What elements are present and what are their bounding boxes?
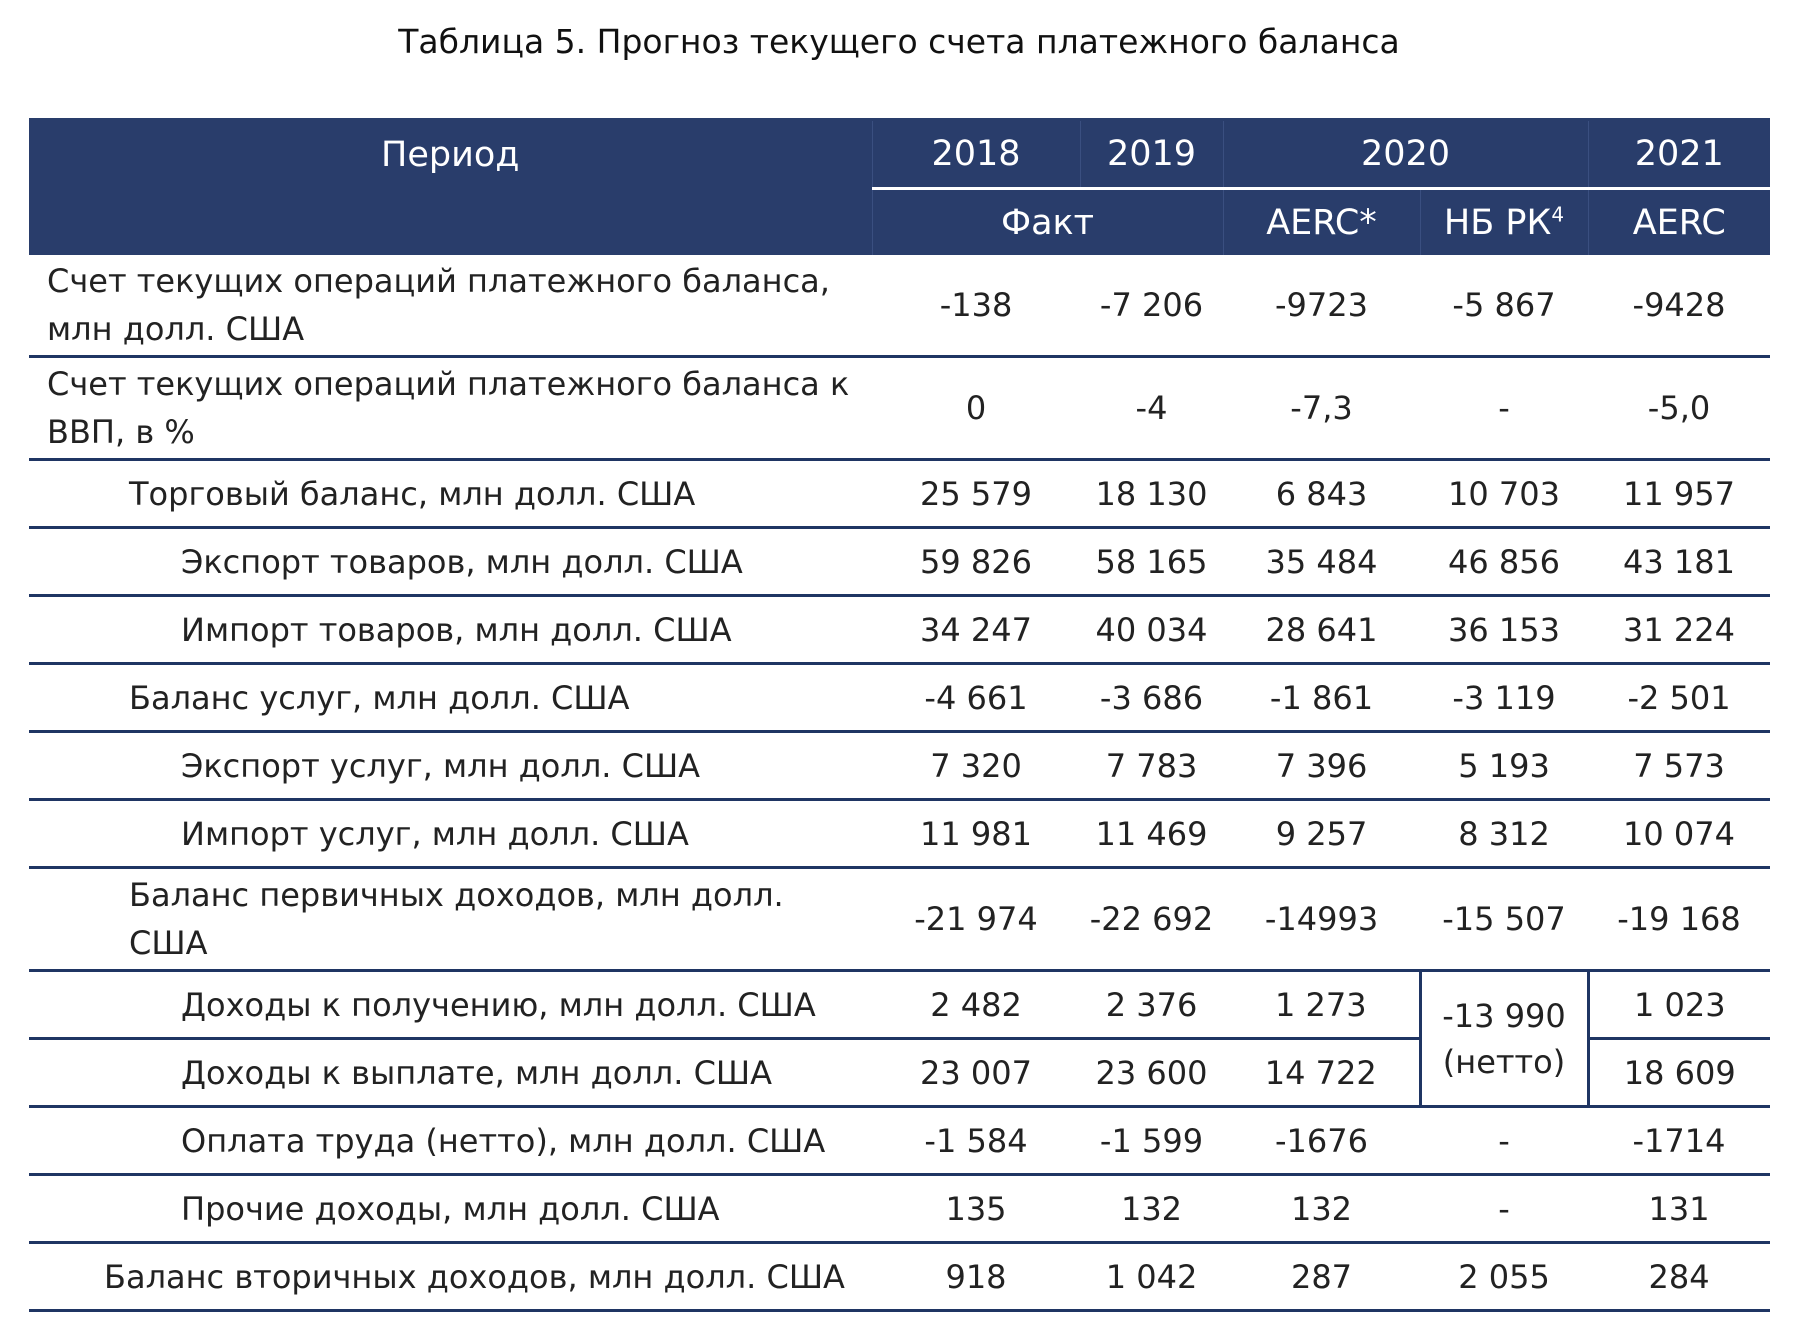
cell: 10 074 bbox=[1588, 800, 1770, 868]
merged-nb-cell bbox=[1420, 971, 1588, 1107]
table-row bbox=[29, 971, 1770, 1039]
cell: 34 247 bbox=[872, 596, 1080, 664]
row-label: Экспорт товаров, млн долл. США bbox=[29, 528, 872, 596]
header-2018: 2018 bbox=[872, 120, 1080, 189]
cell: 11 957 bbox=[1588, 460, 1770, 528]
cell: - bbox=[1420, 1175, 1588, 1243]
cell: -1676 bbox=[1223, 1107, 1420, 1175]
cell: -5 867 bbox=[1420, 255, 1588, 357]
cell: -19 168 bbox=[1588, 868, 1770, 971]
cell: 11 981 bbox=[872, 800, 1080, 868]
cell: -7,3 bbox=[1223, 357, 1420, 460]
cell: 135 bbox=[872, 1175, 1080, 1243]
cell: 5 193 bbox=[1420, 732, 1588, 800]
header-2020: 2020 bbox=[1223, 120, 1588, 189]
cell: -21 974 bbox=[872, 868, 1080, 971]
cell: 43 181 bbox=[1588, 528, 1770, 596]
cell: 1 023 bbox=[1588, 971, 1770, 1039]
cell: 31 224 bbox=[1588, 596, 1770, 664]
table-row bbox=[29, 1107, 1770, 1175]
table-row bbox=[29, 732, 1770, 800]
cell: 25 579 bbox=[872, 460, 1080, 528]
cell: 35 484 bbox=[1223, 528, 1420, 596]
cell: 36 153 bbox=[1420, 596, 1588, 664]
row-label: Доходы к получению, млн долл. США bbox=[29, 971, 872, 1039]
cell: 7 783 bbox=[1080, 732, 1223, 800]
header-blank bbox=[29, 189, 872, 256]
header-aerc-star: AERC* bbox=[1223, 189, 1420, 256]
row-label: Экспорт услуг, млн долл. США bbox=[29, 732, 872, 800]
header-row-sources bbox=[29, 189, 1770, 256]
header-fact: Факт bbox=[872, 189, 1223, 256]
row-label: Счет текущих операций платежного баланса, млн долл. США bbox=[29, 255, 872, 357]
cell: -2 501 bbox=[1588, 664, 1770, 732]
header-aerc: AERC bbox=[1588, 189, 1770, 256]
cell: -15 507 bbox=[1420, 868, 1588, 971]
header-2021: 2021 bbox=[1588, 120, 1770, 189]
row-label: Импорт товаров, млн долл. США bbox=[29, 596, 872, 664]
cell: -3 119 bbox=[1420, 664, 1588, 732]
merged-nb-note: (нетто) bbox=[1442, 1042, 1566, 1081]
cell: 46 856 bbox=[1420, 528, 1588, 596]
cell: 2 482 bbox=[872, 971, 1080, 1039]
cell: 9 257 bbox=[1223, 800, 1420, 868]
table-row bbox=[29, 1175, 1770, 1243]
cell: 132 bbox=[1223, 1175, 1420, 1243]
cell: 23 600 bbox=[1080, 1039, 1223, 1107]
cell: -3 686 bbox=[1080, 664, 1223, 732]
table-row bbox=[29, 800, 1770, 868]
cell: 284 bbox=[1588, 1243, 1770, 1311]
cell: - bbox=[1420, 357, 1588, 460]
header-2019: 2019 bbox=[1080, 120, 1223, 189]
table-row bbox=[29, 868, 1770, 971]
cell: - bbox=[1420, 1107, 1588, 1175]
table-row bbox=[29, 528, 1770, 596]
cell: -1714 bbox=[1588, 1107, 1770, 1175]
cell: -14993 bbox=[1223, 868, 1420, 971]
cell: 18 130 bbox=[1080, 460, 1223, 528]
cell: -22 692 bbox=[1080, 868, 1223, 971]
table-row bbox=[29, 1243, 1770, 1311]
cell: -9428 bbox=[1588, 255, 1770, 357]
cell: -1 599 bbox=[1080, 1107, 1223, 1175]
table-row bbox=[29, 664, 1770, 732]
cell: -1 584 bbox=[872, 1107, 1080, 1175]
cell: 14 722 bbox=[1223, 1039, 1420, 1107]
cell: -7 206 bbox=[1080, 255, 1223, 357]
cell: 1 042 bbox=[1080, 1243, 1223, 1311]
row-label: Баланс первичных доходов, млн долл. США bbox=[29, 868, 872, 971]
table-row bbox=[29, 255, 1770, 357]
row-label: Прочие доходы, млн долл. США bbox=[29, 1175, 872, 1243]
cell: 40 034 bbox=[1080, 596, 1223, 664]
cell: 0 bbox=[872, 357, 1080, 460]
cell: 132 bbox=[1080, 1175, 1223, 1243]
table-row bbox=[29, 596, 1770, 664]
row-label: Оплата труда (нетто), млн долл. США bbox=[29, 1107, 872, 1175]
cell: 7 573 bbox=[1588, 732, 1770, 800]
cell: 131 bbox=[1588, 1175, 1770, 1243]
row-label: Доходы к выплате, млн долл. США bbox=[29, 1039, 872, 1107]
cell: 10 703 bbox=[1420, 460, 1588, 528]
cell: 6 843 bbox=[1223, 460, 1420, 528]
cell: 287 bbox=[1223, 1243, 1420, 1311]
row-label: Баланс вторичных доходов, млн долл. США bbox=[29, 1243, 872, 1311]
row-label: Счет текущих операций платежного баланса к ВВП, в % bbox=[29, 357, 872, 460]
cell: 7 396 bbox=[1223, 732, 1420, 800]
cell: -5,0 bbox=[1588, 357, 1770, 460]
merged-nb-value: -13 990 bbox=[1442, 996, 1566, 1035]
table-row bbox=[29, 357, 1770, 460]
balance-table bbox=[29, 118, 1770, 1312]
cell: 8 312 bbox=[1420, 800, 1588, 868]
cell: 918 bbox=[872, 1243, 1080, 1311]
row-label: Торговый баланс, млн долл. США bbox=[29, 460, 872, 528]
cell: 28 641 bbox=[1223, 596, 1420, 664]
cell: 58 165 bbox=[1080, 528, 1223, 596]
header-nb-rk: НБ $РК^4$ bbox=[1420, 189, 1588, 256]
cell: 2 376 bbox=[1080, 971, 1223, 1039]
cell: 7 320 bbox=[872, 732, 1080, 800]
cell: 2 055 bbox=[1420, 1243, 1588, 1311]
cell: 1 273 bbox=[1223, 971, 1420, 1039]
cell: 11 469 bbox=[1080, 800, 1223, 868]
cell: -9723 bbox=[1223, 255, 1420, 357]
header-row-years bbox=[29, 120, 1770, 189]
row-label: Баланс услуг, млн долл. США bbox=[29, 664, 872, 732]
header-period: Период bbox=[29, 120, 872, 189]
cell: 18 609 bbox=[1588, 1039, 1770, 1107]
cell: -4 bbox=[1080, 357, 1223, 460]
cell: -1 861 bbox=[1223, 664, 1420, 732]
cell: -4 661 bbox=[872, 664, 1080, 732]
table-row bbox=[29, 460, 1770, 528]
cell: 59 826 bbox=[872, 528, 1080, 596]
cell: -138 bbox=[872, 255, 1080, 357]
cell: 23 007 bbox=[872, 1039, 1080, 1107]
row-label: Импорт услуг, млн долл. США bbox=[29, 800, 872, 868]
table-title: Таблица 5. Прогноз текущего счета платежного баланса bbox=[398, 22, 1400, 61]
